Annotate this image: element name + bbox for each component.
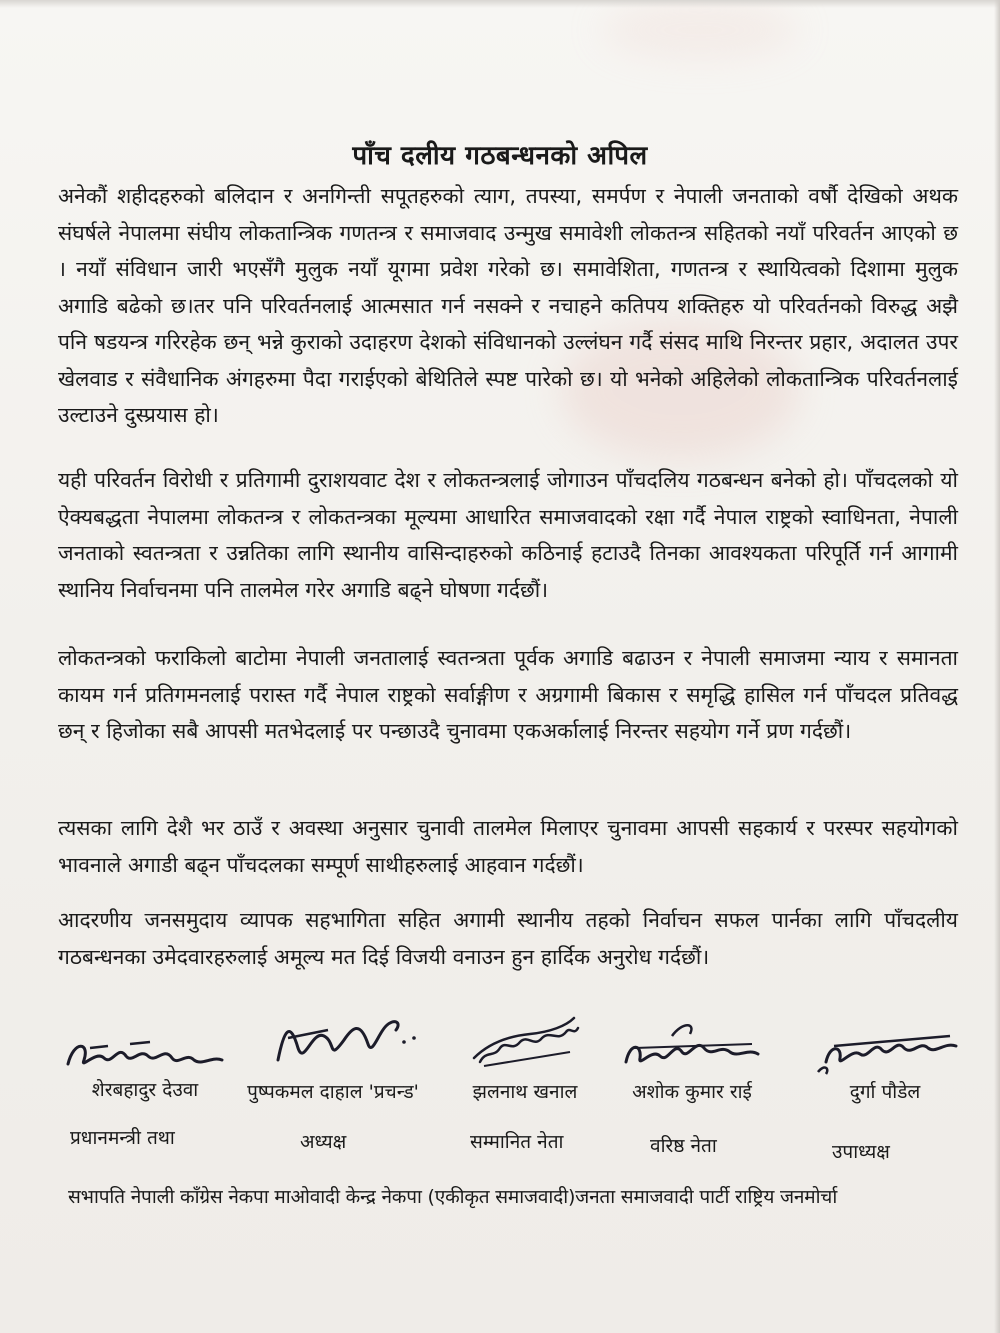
document-title: पाँच दलीय गठबन्धनको अपिल bbox=[352, 141, 648, 171]
signatory-5 bbox=[800, 1022, 970, 1104]
signatory-role: प्रधानमन्त्री तथा bbox=[70, 1127, 175, 1149]
party-affiliations: सभापति नेपाली काँग्रेस नेकपा माओवादी केन्द्र नेकपा (एकीकृत समाजवादी)जनता समाजवादी पार्टी राष्ट्रिय जनमोर्चा bbox=[68, 1186, 838, 1208]
handwritten-signature-4 bbox=[612, 1018, 772, 1078]
handwritten-signature-1 bbox=[60, 1030, 230, 1076]
signatory-name: शेरबहादुर देउवा bbox=[91, 1079, 199, 1101]
signatory-role: उपाध्यक्ष bbox=[832, 1141, 890, 1163]
signatory-role: वरिष्ठ नेता bbox=[650, 1135, 717, 1157]
signatory-4 bbox=[612, 1018, 772, 1104]
paragraph-5: आदरणीय जनसमुदाय व्यापक सहभागिता सहित अगामी स्थानीय तहको निर्वाचन सफल पार्नका लागि पाँचदलीय गठबन्धनका उमेदवारहरुलाई अमूल्य मत दिई विजयी वनाउन हुन हार्दिक अनुरोध गर्दछौं। bbox=[58, 908, 958, 969]
signatory-3 bbox=[450, 1012, 600, 1104]
signatory-2 bbox=[228, 1000, 438, 1104]
paragraph-3: लोकतन्त्रको फराकिलो बाटोमा नेपाली जनतालाई स्वतन्त्रता पूर्वक अगाडि बढाउन र नेपाली समाजमा न्याय र समानता कायम गर्न प्रतिगमनलाई परास्त गर्दै नेपाल राष्ट्रको सर्वाङ्गीण र अग्रगामी बिकास र समृद्धि हासिल गर्न पाँचदल प्रतिवद्ध छन् र हिजोका सबै आपसी मतभेदलाई पर पन्छाउदै चुनावमा एकअर्कालाई निरन्तर सहयोग गर्ने प्रण गर्दछौं। bbox=[58, 646, 958, 743]
signatory-role: सम्मानित नेता bbox=[470, 1131, 564, 1153]
signatory-name: दुर्गा पौडेल bbox=[849, 1081, 921, 1103]
paper-stain bbox=[600, 0, 800, 60]
handwritten-signature-5 bbox=[800, 1022, 970, 1078]
handwritten-signature-2 bbox=[228, 1000, 438, 1078]
signatory-name: अशोक कुमार राई bbox=[632, 1081, 752, 1103]
paper-edge bbox=[994, 0, 1000, 1333]
paragraph-4: त्यसका लागि देशै भर ठाउँ र अवस्था अनुसार चुनावी तालमेल मिलाएर चुनावमा आपसी सहकार्य र परस्पर सहयोगको भावनाले अगाडी बढ्न पाँचदलका सम्पूर्ण साथीहरुलाई आहवान गर्दछौं। bbox=[58, 816, 958, 877]
signatory-role: अध्यक्ष bbox=[300, 1131, 347, 1153]
signatory-name: पुष्पकमल दाहाल 'प्रचन्ड' bbox=[247, 1081, 419, 1103]
signatory-name: झलनाथ खनाल bbox=[472, 1081, 578, 1103]
paper-edge bbox=[0, 0, 1000, 8]
paragraph-2: यही परिवर्तन विरोधी र प्रतिगामी दुराशयवाट देश र लोकतन्त्रलाई जोगाउन पाँचदलिय गठबन्धन बनेको हो। पाँचदलको यो ऐक्यबद्धता नेपालमा लोकतन्त्र र लोकतन्त्रका मूल्यमा आधारित समाजवादको रक्षा गर्दै नेपाल राष्ट्रको स्वाधिनता, नेपाली जनताको स्वतन्त्रता र उन्नतिका लागि स्थानीय वासिन्दाहरुको कठिनाई हटाउदै तिनका आवश्यकता परिपूर्ति गर्न आगामी स्थानिय निर्वाचनमा पनि तालमेल गरेर अगाडि बढ्ने घोषणा गर्दछौं। bbox=[58, 468, 958, 602]
handwritten-signature-3 bbox=[450, 1012, 600, 1078]
signatory-1 bbox=[60, 1030, 230, 1102]
paragraph-1: अनेकौं शहीदहरुको बलिदान र अनगिन्ती सपूतहरुको त्याग, तपस्या, समर्पण र नेपाली जनताको वर्षौ देखिको अथक संघर्षले नेपालमा संघीय लोकतान्त्रिक गणतन्त्र र समाजवाद उन्मुख समावेशी लोकतन्त्र सहितको नयाँ परिवर्तन आएको छ । नयाँ संविधान जारी भएसँगै मुलुक नयाँ यूगमा प्रवेश गरेको छ। समावेशिता, गणतन्त्र र स्थायित्वको दिशामा मुलुक अगाडि बढेको छ।तर पनि परिवर्तनलाई आत्मसात गर्न नसक्ने र नचाहने कतिपय शक्तिहरु यो परिवर्तनको विरुद्ध अझै पनि षडयन्त्र गरिरहेक छन् भन्ने कुराको उदाहरण देशको संविधानको उल्लंघन गर्दै संसद माथि निरन्तर प्रहार, अदालत उपर खेलवाड र संवैधानिक अंगहरुमा पैदा गराईएको बेथितिले स्पष्ट पारेको छ। यो भनेको अहिलेको लोकतान्त्रिक परिवर्तनलाई उल्टाउने दुस्प्रयास हो। bbox=[58, 184, 958, 427]
